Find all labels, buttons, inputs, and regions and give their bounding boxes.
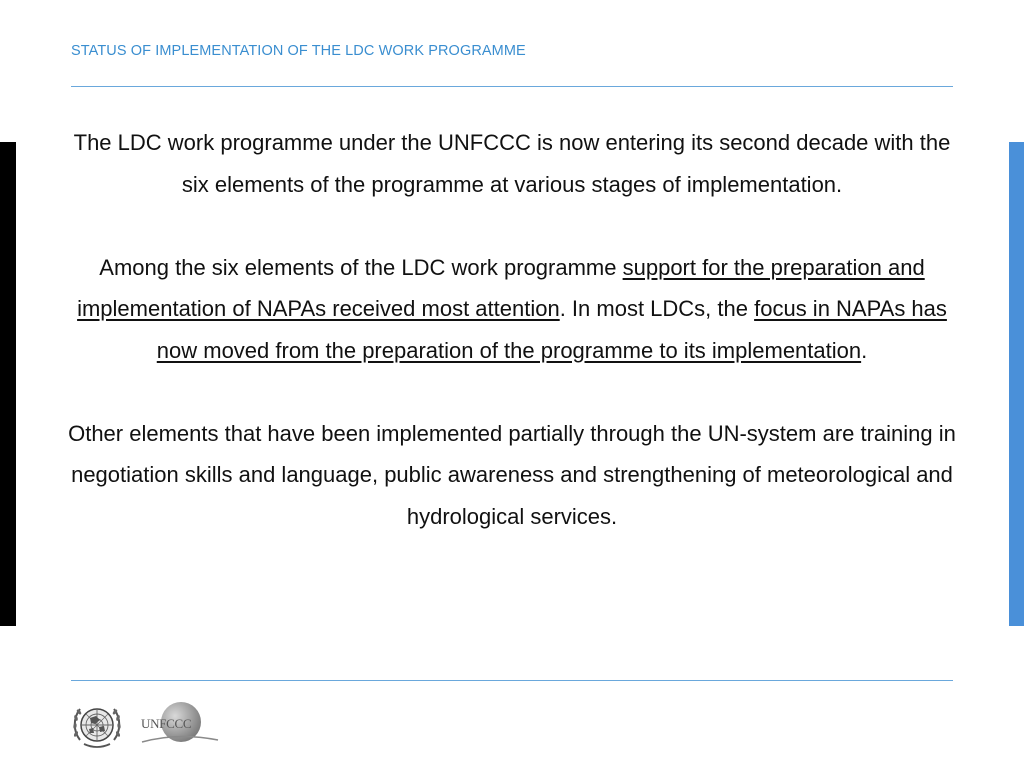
unfccc-logo (138, 700, 220, 750)
paragraph-2-text-3: . (861, 337, 868, 363)
underlined-phrase-napa-focus: focus in NAPAs has now moved from the preparation of the programme to its implementation (156, 296, 947, 363)
paragraph-2 (60, 247, 964, 372)
underlined-phrase-napa-support: support for the preparation and implementation of NAPAs received most attention (77, 254, 925, 321)
paragraph-1: The LDC work programme under the UNFCCC is now entering its second decade with the six elements of the programme at various stages of implementation. (73, 130, 951, 197)
paragraph-3: Other elements that have been implemented partially through the UN-system are training in negotiation skills and language, public awareness and strengthening of meteorological and hydrological services. (68, 420, 956, 529)
unfccc-logo-text: UNFCCC (141, 716, 192, 731)
slide-body (60, 122, 964, 537)
top-divider (71, 86, 953, 87)
paragraph-2-text-1: Among the six elements of the LDC work programme (99, 254, 623, 280)
right-side-bar (1009, 142, 1024, 626)
bottom-divider (71, 680, 953, 681)
left-side-bar (0, 142, 16, 626)
slide-title: STATUS OF IMPLEMENTATION OF THE LDC WORK PROGRAMME (71, 43, 526, 59)
paragraph-2-text-2: . In most LDCs, the (559, 296, 755, 321)
un-emblem-icon (70, 700, 124, 752)
